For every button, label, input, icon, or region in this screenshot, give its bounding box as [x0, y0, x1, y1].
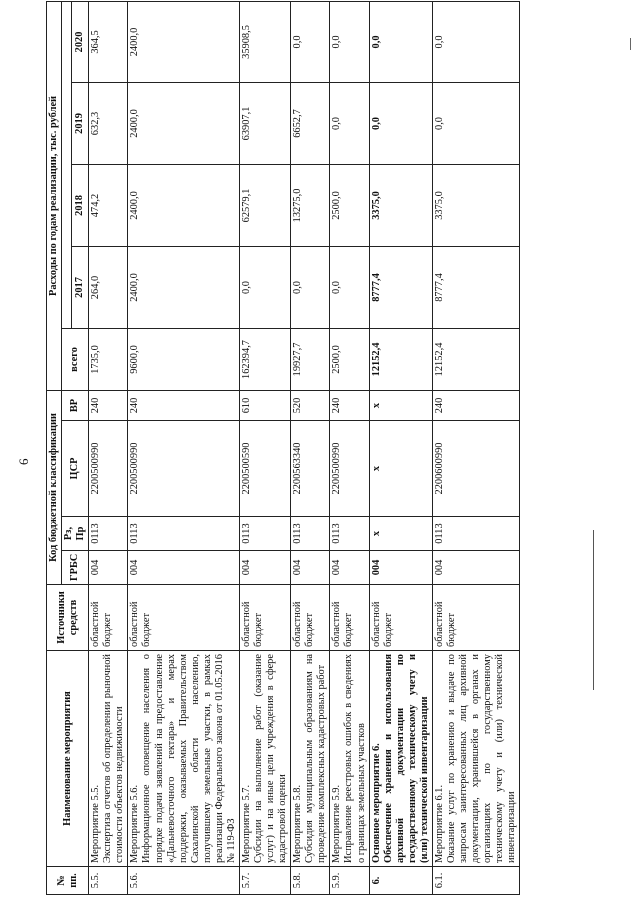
- vr-code: x: [369, 390, 432, 420]
- activity-description: Исправление реестровых ошибок в сведениях о границах земельных участков: [343, 654, 367, 863]
- rzpr-code: x: [369, 517, 432, 551]
- row-number: 5.6.: [128, 867, 240, 895]
- row-number: 5.7.: [239, 867, 290, 895]
- grbs-code: 004: [432, 551, 519, 585]
- activity-title: Мероприятие 5.8.: [292, 784, 304, 863]
- table-row: [128, 1, 240, 894]
- table-row: [432, 1, 519, 894]
- grbs-code: 004: [89, 551, 128, 585]
- amount-2020: 35908,5: [239, 1, 290, 82]
- header-grbs: ГРБС: [62, 551, 89, 585]
- amount-2019: 0,0: [330, 82, 369, 164]
- vr-code: 610: [239, 390, 290, 420]
- amount-2018: 2500,0: [330, 164, 369, 246]
- activity-title: Мероприятие 5.5.: [90, 784, 102, 863]
- csr-code: 2200500990: [89, 421, 128, 517]
- amount-2017: 0,0: [330, 246, 369, 328]
- activity-title: Мероприятие 5.6.: [129, 784, 141, 863]
- amount-2018: 62579,1: [239, 164, 290, 246]
- amount-2019: 63907,1: [239, 82, 290, 164]
- amount-2019: 2400,0: [128, 82, 240, 164]
- row-number: 5.8.: [291, 867, 330, 895]
- activity-name: [239, 651, 290, 867]
- margin-dash: [630, 38, 631, 50]
- amount-2017: 264,0: [89, 246, 128, 328]
- rzpr-code: 0113: [89, 517, 128, 551]
- funding-source: областной бюджет: [128, 585, 240, 651]
- activity-name: [432, 651, 519, 867]
- amount-2018: 3375,0: [432, 164, 519, 246]
- rzpr-code: 0113: [128, 517, 240, 551]
- funding-source: областной бюджет: [239, 585, 290, 651]
- activity-description: Информационное оповещение населения о порядке подачи заявлений на предоставление «Дальневосточного гектара» и мерах поддержки, оказываемых Правительством Сахалинской области населению, получившему земельные участки, в рамках реализации Федерального закона от 01.05.2016 № 119-ФЗ: [141, 654, 237, 863]
- amount-2019: 0,0: [369, 82, 432, 164]
- funding-source: областной бюджет: [291, 585, 330, 651]
- header-name: Наименование мероприятия: [47, 651, 89, 867]
- row-number: 6.: [369, 867, 432, 895]
- header-2018: 2018: [72, 164, 89, 246]
- activity-description: Оказание услуг по хранению и выдаче по запросам заинтересованных лиц архивной документации, хранившейся в органах и организациях по государственному техническому учету и (или) технической инвентаризации: [445, 654, 518, 863]
- amount-2018: 13275,0: [291, 164, 330, 246]
- amount-2019: 632,3: [89, 82, 128, 164]
- grbs-code: 004: [291, 551, 330, 585]
- total-amount: 1735,0: [89, 328, 128, 390]
- csr-code: 2200500590: [239, 421, 290, 517]
- activity-description: Субсидия муниципальным образованиям на проведение комплексных кадастровых работ: [304, 654, 328, 863]
- amount-2017: 0,0: [239, 246, 290, 328]
- row-number: 5.9.: [330, 867, 369, 895]
- total-amount: 12152,4: [369, 328, 432, 390]
- header-source: Источники средств: [47, 585, 89, 651]
- activity-title: Мероприятие 5.7.: [240, 784, 252, 863]
- page-number: 6: [16, 458, 31, 465]
- amount-2020: 2400,0: [128, 1, 240, 82]
- table-row: [369, 1, 432, 894]
- vr-code: 240: [89, 390, 128, 420]
- table-row: [89, 1, 128, 894]
- total-amount: 9600,0: [128, 328, 240, 390]
- total-amount: 2500,0: [330, 328, 369, 390]
- vr-code: 520: [291, 390, 330, 420]
- amount-2019: 6652,7: [291, 82, 330, 164]
- activity-name: [369, 651, 432, 867]
- activity-description: Экспертиза отчетов об определении рыночной стоимости объектов недвижимости: [102, 654, 126, 863]
- amount-2018: 474,2: [89, 164, 128, 246]
- amount-2020: 0,0: [330, 1, 369, 82]
- table-row: [291, 1, 330, 894]
- activity-description: Субсидии на выполнение работ (оказание услуг) и на иные цели учреждения в сфере кадастровой оценки: [253, 654, 289, 863]
- amount-2017: 0,0: [291, 246, 330, 328]
- row-number: 6.1.: [432, 867, 519, 895]
- table-row: [330, 1, 369, 894]
- amount-2017: 8777,4: [369, 246, 432, 328]
- header-rzpr: Рз, Пр: [62, 517, 89, 551]
- csr-code: 2200500990: [128, 421, 240, 517]
- vr-code: 240: [330, 390, 369, 420]
- amount-2020: 0,0: [432, 1, 519, 82]
- funding-source: областной бюджет: [330, 585, 369, 651]
- csr-code: 2200563340: [291, 421, 330, 517]
- activity-name: [89, 651, 128, 867]
- total-amount: 19927,7: [291, 328, 330, 390]
- grbs-code: 004: [128, 551, 240, 585]
- header-budget-code: Код бюджетной классификации: [47, 390, 62, 584]
- amount-2020: 0,0: [291, 1, 330, 82]
- program-expenses-table: [46, 1, 520, 895]
- amount-2017: 2400,0: [128, 246, 240, 328]
- funding-source: областной бюджет: [89, 585, 128, 651]
- header-2020: 2020: [72, 1, 89, 82]
- grbs-code: 004: [239, 551, 290, 585]
- header-vr: ВР: [62, 390, 89, 420]
- rzpr-code: 0113: [330, 517, 369, 551]
- amount-2017: 8777,4: [432, 246, 519, 328]
- csr-code: 2200500990: [330, 421, 369, 517]
- csr-code: x: [369, 421, 432, 517]
- activity-name: [128, 651, 240, 867]
- activity-name: [330, 651, 369, 867]
- vr-code: 240: [128, 390, 240, 420]
- activity-title: Основное мероприятие 6.: [370, 743, 382, 863]
- header-years-spacer: [62, 1, 72, 328]
- total-amount: 162394,7: [239, 328, 290, 390]
- header-total: всего: [62, 328, 89, 390]
- activity-description: Обеспечение хранения и использования архивной документации по государственному техническому учету и (или) технической инвентаризации: [382, 654, 430, 863]
- amount-2019: 0,0: [432, 82, 519, 164]
- vr-code: 240: [432, 390, 519, 420]
- activity-title: Мероприятие 6.1.: [433, 784, 445, 863]
- amount-2020: 364,5: [89, 1, 128, 82]
- amount-2018: 2400,0: [128, 164, 240, 246]
- csr-code: 2200600990: [432, 421, 519, 517]
- activity-title: Мероприятие 5.9.: [331, 784, 343, 863]
- header-2019: 2019: [72, 82, 89, 164]
- total-amount: 12152,4: [432, 328, 519, 390]
- amount-2018: 3375,0: [369, 164, 432, 246]
- rzpr-code: 0113: [239, 517, 290, 551]
- header-number: № пп.: [47, 867, 89, 895]
- grbs-code: 004: [330, 551, 369, 585]
- header-csr: ЦСР: [62, 421, 89, 517]
- row-number: 5.5.: [89, 867, 128, 895]
- rzpr-code: 0113: [291, 517, 330, 551]
- grbs-code: 004: [369, 551, 432, 585]
- activity-name: [291, 651, 330, 867]
- funding-source: областной бюджет: [369, 585, 432, 651]
- header-expenses: Расходы по годам реализации, тыс. рублей: [47, 1, 62, 390]
- funding-source: областной бюджет: [432, 585, 519, 651]
- amount-2020: 0,0: [369, 1, 432, 82]
- separator-line: [593, 530, 594, 690]
- rzpr-code: 0113: [432, 517, 519, 551]
- header-2017: 2017: [72, 246, 89, 328]
- table-row: [239, 1, 290, 894]
